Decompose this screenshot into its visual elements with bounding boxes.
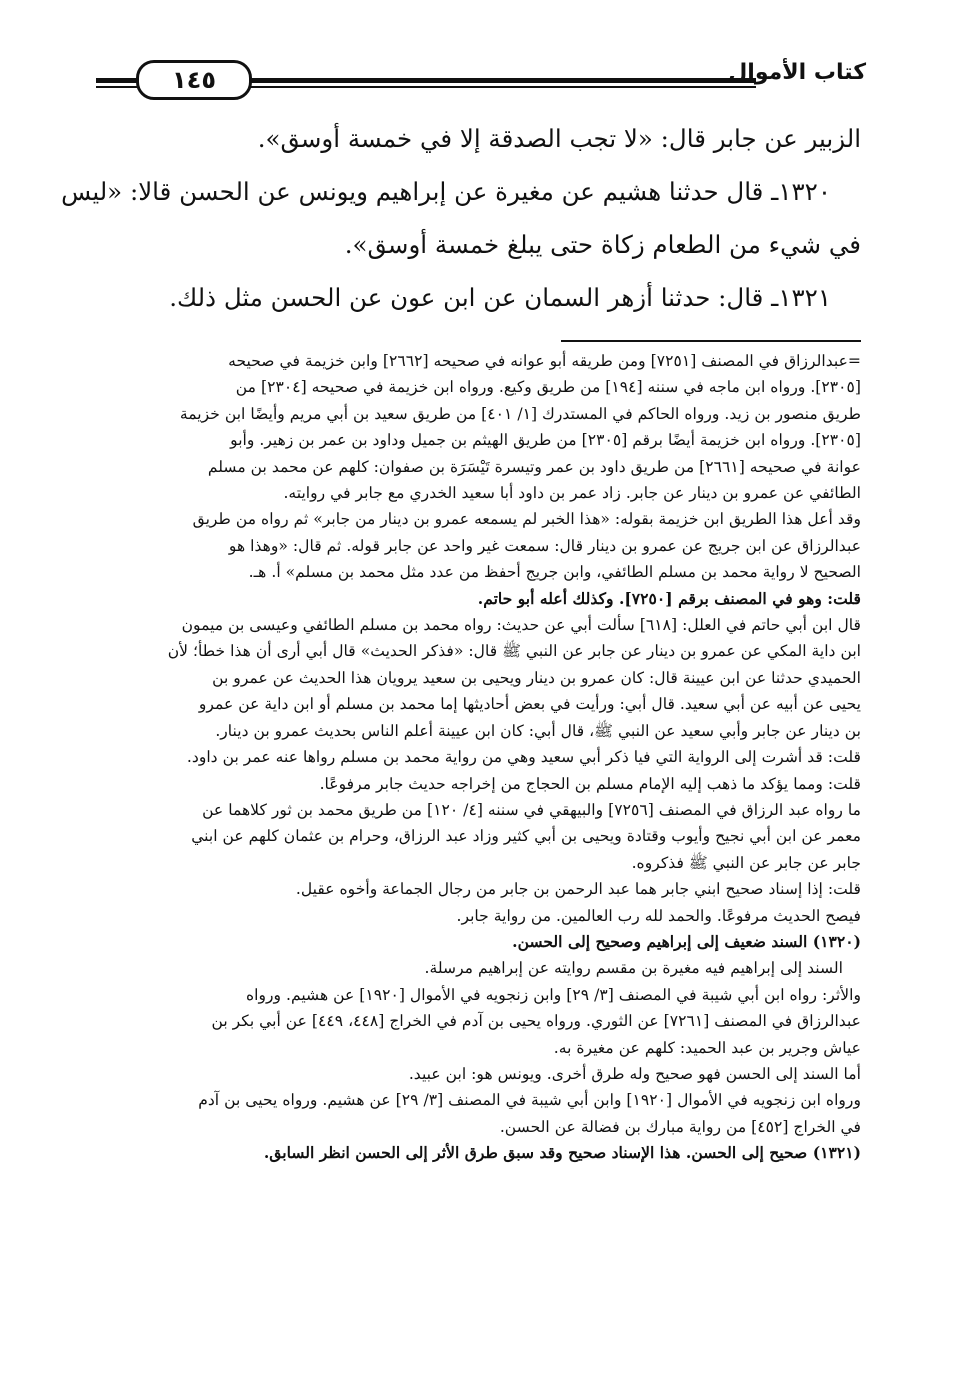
main-text xyxy=(61,112,861,324)
footnote-line: الحميدي حدثنا عن ابن عيينة قال: كان عمرو بن دينار ويحيى بن سعيد يرويان هذا الحديث عن عمرو بن xyxy=(212,668,861,687)
book-title: كتاب الأموال xyxy=(728,60,866,85)
footnote-line: جابر عن جابر عن النبي ﷺ فذكروه. xyxy=(631,853,861,872)
footnote-line: أما السند إلى الحسن فهو صحيح وله طرق أخرى. ويونس هو: ابن عبيد. xyxy=(408,1064,861,1083)
footnote-line: عبدالرزاق في المصنف [٧٢٦١] عن الثوري. ورواه يحيى بن آدم في الخراج [٤٤٨، ٤٤٩] عن أبي بكر بن xyxy=(211,1012,861,1031)
page-header xyxy=(96,56,866,96)
footnote-divider xyxy=(561,340,861,342)
footnote-line: وقد أعل هذا الطريق ابن خزيمة بقوله: «هذا الخبر لم يسمعه عمرو بن دينار من جابر» ثم رواه من طريق xyxy=(192,510,861,529)
footnotes xyxy=(91,348,861,1167)
footnote-line: (١٣٢١) صحيح إلى الحسن. هذا الإسناد صحيح وقد سبق طرق الأثر إلى الحسن انظر السابق. xyxy=(263,1143,861,1163)
footnote-line: الطائفي عن عمرو بن دينار عن جابر. زاد عمر بن داود أبا سعيد الخدري مع جابر في روايته. xyxy=(283,484,861,503)
main-line: ١٣٢٠ـ قال حدثنا هشيم عن مغيرة عن إبراهيم ويونس عن الحسن قالا: «ليس xyxy=(61,177,831,206)
footnote-line: =عبدالرزاق في المصنف [٧٢٥١] ومن طريقه أبو عوانه في صحيحه [٢٦٦٢] وابن خزيمة في صحيحه xyxy=(228,352,861,370)
footnote-line: عبدالرزاق عن ابن جريج عن عمرو بن دينار قال: سمعت غير واحد عن جابر قوله. ثم قال: «وهذا هو xyxy=(228,536,861,555)
footnote-line: طريق منصور بن زيد. ورواه الحاكم في المستدرك [١/ ٤٠١] من طريق سعيد بن أبي مريم وأيضًا ابن خزيمة xyxy=(179,404,861,423)
main-line: الزبير عن جابر قال: «لا تجب الصدقة إلا في خمسة أوسق». xyxy=(257,124,861,153)
footnote-line: بن دينار عن جابر وأبي سعيد عن النبي ﷺ، قال أبي: كان ابن عيينة أعلم الناس بحديث عمرو بن دينار. xyxy=(215,721,861,740)
main-line: في شيء من الطعام زكاة حتى يبلغ خمسة أوسق». xyxy=(344,230,861,259)
footnote-line: في الخراج [٤٥٢] من رواية مبارك بن فضالة عن الحسن. xyxy=(499,1117,861,1136)
footnote-line: ابن داية المكي عن عمرو بن دينار عن جابر عن النبي ﷺ قال: «فذكر الحديث» قال أبي أرى أن هذا خطأ؛ لأن xyxy=(167,642,861,661)
footnote-line: قلت: ومما يؤكد ما ذهب إليه الإمام مسلم بن الحجاج من إخراجه حديث جابر مرفوعًا. xyxy=(319,774,861,793)
footnote-line: السند إلى إبراهيم فيه مغيرة بن مقسم روايته عن إبراهيم مرسلة. xyxy=(424,959,843,978)
footnote-line: [٢٣٠٥]. ورواه ابن خزيمة أيضًا برقم [٢٣٠٥] من طريق الهيثم بن جميل وداود بن عمر بن زهير. وأبو xyxy=(230,431,861,450)
footnote-line: قال ابن أبي حاتم في العلل: [٦١٨] سألت أبي عن حديث: رواه محمد بن مسلم الطائفي وعيسى بن ميمون xyxy=(181,616,861,635)
footnote-line: الصحيح لا رواية محمد بن مسلم الطائفي، وابن جريج أحفظ من عدد مثل محمد بن مسلم» أ. هـ. xyxy=(248,563,861,582)
footnote-line: (١٣٢٠) السند ضعيف إلى إبراهيم وصحيح إلى الحسن. xyxy=(512,931,861,951)
footnote-line: ما رواه عبد الرزاق في المصنف [٧٢٥٦] والبيهقي في سننه [٤/ ١٢٠] من طريق محمد بن ثور كلاهما عن xyxy=(202,800,861,819)
footnote-line: [٢٣٠٥]. ورواه ابن ماجه في سننه [١٩٤] من طريق وكيع. ورواه ابن خزيمة في صحيحه [٢٣٠٤] من xyxy=(235,378,861,397)
footnote-line: يحيى عن أبيه عن أبي سعيد. قال أبي: ورأيت في بعض أحاديثها إما محمد بن مسلم أو ابن داية عن عمرو xyxy=(198,695,861,714)
footnote-line: عوانة في صحيحه [٢٦٦١] من طريق داود بن عمر وتيسرة تَيْسَرَة بن صفوان: كلهم عن محمد بن مسلم xyxy=(207,457,861,476)
footnote-line: قلت: إذا إسناد صحيح ابني جابر هما عبد الرحمن بن جابر من رجال الجماعة وأخوه عقيل. xyxy=(295,880,861,899)
footnote-line: قلت: قد أشرت إلى الرواية التي فيا ذكر أبي سعيد وهي من رواية محمد بن مسلم رواها عنه عمر بن داود. xyxy=(186,748,861,767)
page-number: ١٤٥ xyxy=(136,60,252,100)
footnote-line: فيصح الحديث مرفوعًا. والحمد لله رب العالمين. من رواية جابر. xyxy=(456,906,861,925)
footnote-line: ورواه ابن زنجويه في الأموال [١٩٢٠] وابن أبي شيبة في المصنف [٣/ ٢٩] عن هشيم. ورواه يحيى بن آدم xyxy=(198,1091,861,1110)
footnote-line: والأثر: رواه ابن أبي شيبة في المصنف [٣/ ٢٩] وابن زنجويه في الأموال [١٩٢٠] عن هشيم. ورواه xyxy=(245,985,861,1004)
footnote-line: عياش وجرير بن عبد الحميد: كلهم عن مغيرة به. xyxy=(553,1038,861,1057)
main-line: ١٣٢١ـ قال: حدثنا أزهر السمان عن ابن عون عن الحسن مثل ذلك. xyxy=(169,283,831,312)
footnote-line: قلت: وهو في المصنف برقم [٧٢٥٠]. وكذلك أعله أبو حاتم. xyxy=(477,588,861,608)
footnote-line: معمر عن ابن أبي نجيح وأيوب وقتادة ويحيى بن أبي كثير وزاد عبد الرزاق، وحرام بن عثمان كلهم عن ابني xyxy=(191,827,861,846)
